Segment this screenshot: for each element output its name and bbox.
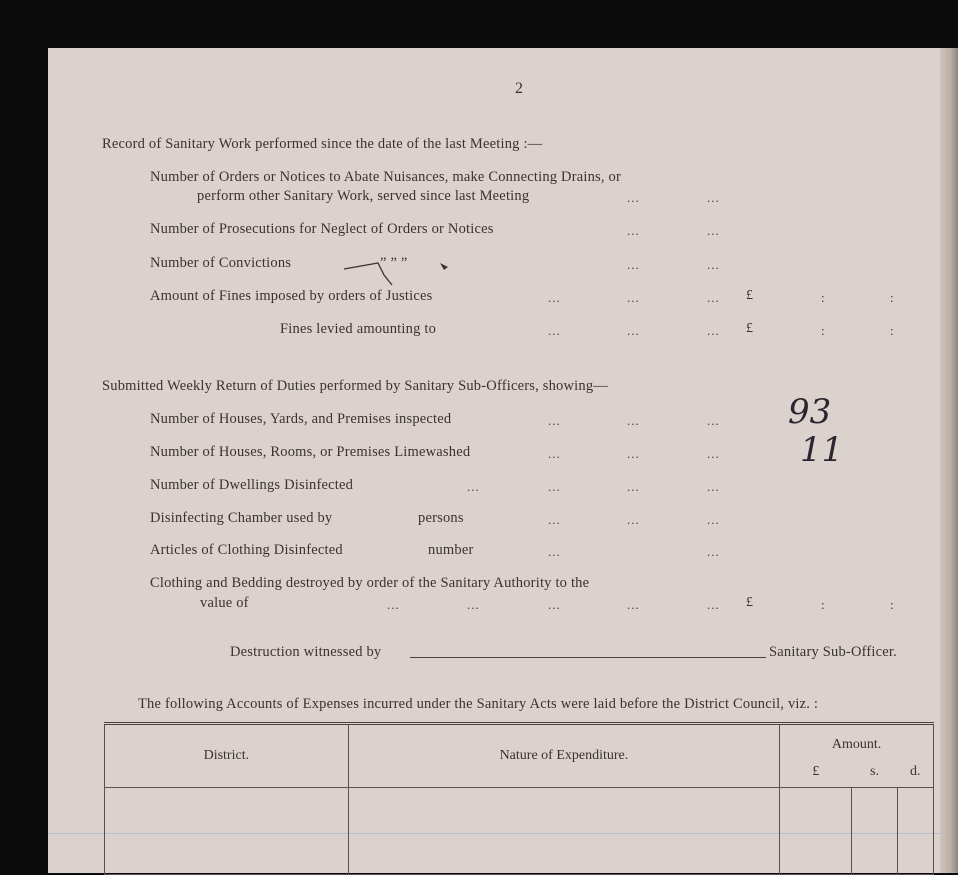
leader-dots: ...	[548, 323, 561, 338]
amount-header: Amount.	[780, 724, 934, 758]
leader-dots: ...	[467, 597, 480, 612]
fines-levied-label: Fines levied amounting to	[280, 321, 437, 337]
amount-separator: :	[821, 323, 825, 338]
clothing-unit: number	[428, 542, 474, 558]
page-number: 2	[515, 80, 524, 97]
accounts-heading: The following Accounts of Expenses incurred under the Sanitary Acts were laid before the District Council, viz. :	[138, 696, 819, 712]
clothing-disinfected-label: Articles of Clothing Disinfected	[150, 542, 343, 558]
orders-notices-line2: perform other Sanitary Work, served since last Meeting	[197, 188, 530, 204]
dwellings-disinfected-label: Number of Dwellings Disinfected	[150, 477, 354, 493]
shillings-cell	[852, 788, 898, 875]
leader-dots: ...	[548, 290, 561, 305]
leader-dots: ...	[707, 479, 720, 494]
houses-limewashed-label: Number of Houses, Rooms, or Premises Limewashed	[150, 444, 471, 460]
amount-separator: :	[821, 597, 825, 612]
leader-dots: ...	[627, 446, 640, 461]
leader-dots: ...	[548, 544, 561, 559]
shillings-header: s.	[852, 758, 898, 788]
leader-dots: ...	[467, 479, 480, 494]
pounds-header: £	[780, 758, 852, 788]
leader-dots: ...	[707, 290, 720, 305]
leader-dots: ...	[548, 479, 561, 494]
leader-dots: ...	[548, 446, 561, 461]
leader-dots: ...	[627, 223, 640, 238]
leader-dots: ...	[387, 597, 400, 612]
amount-separator: :	[890, 290, 894, 305]
leader-dots: ...	[707, 223, 720, 238]
amount-separator: :	[890, 323, 894, 338]
handwritten-inspected-value: 93	[788, 392, 832, 432]
prosecutions-label: Number of Prosecutions for Neglect of Orders or Notices	[150, 221, 494, 237]
leader-dots: ...	[627, 479, 640, 494]
amount-separator: :	[821, 290, 825, 305]
bedding-destroyed-line1: Clothing and Bedding destroyed by order of the Sanitary Authority to the	[150, 575, 590, 591]
weekly-heading: Submitted Weekly Return of Duties performed by Sanitary Sub-Officers, showing—	[102, 378, 609, 394]
table-row	[105, 788, 934, 875]
leader-dots: ...	[707, 190, 720, 205]
nature-cell	[348, 788, 779, 875]
leader-dots: ...	[707, 512, 720, 527]
leader-dots: ...	[707, 257, 720, 272]
destruction-suffix: Sanitary Sub-Officer.	[769, 644, 897, 660]
signature-line	[410, 657, 766, 658]
pound-sign: £	[746, 595, 753, 610]
amount-separator: :	[890, 597, 894, 612]
chamber-used-label: Disinfecting Chamber used by	[150, 510, 333, 526]
convictions-label: Number of Convictions	[150, 255, 292, 271]
leader-dots: ...	[627, 413, 640, 428]
leader-dots: ...	[707, 597, 720, 612]
handwritten-limewashed-value: 11	[800, 430, 844, 470]
pound-sign: £	[746, 321, 753, 336]
destruction-label: Destruction witnessed by	[230, 644, 382, 660]
pence-cell	[898, 788, 934, 875]
pounds-cell	[780, 788, 852, 875]
leader-dots: ...	[707, 544, 720, 559]
district-header: District.	[105, 724, 349, 788]
leader-dots: ...	[627, 512, 640, 527]
orders-notices-line1: Number of Orders or Notices to Abate Nuisances, make Connecting Drains, or	[150, 169, 622, 185]
leader-dots: ...	[548, 512, 561, 527]
bedding-destroyed-line2: value of	[200, 595, 249, 611]
pence-header: d.	[898, 758, 934, 788]
district-cell	[105, 788, 349, 875]
ditto-marks: ” ” ”	[380, 255, 408, 271]
record-heading: Record of Sanitary Work performed since the date of the last Meeting :—	[102, 136, 543, 152]
leader-dots: ...	[627, 323, 640, 338]
leader-dots: ...	[707, 323, 720, 338]
pound-sign: £	[746, 288, 753, 303]
expenses-table	[104, 722, 934, 875]
fines-imposed-label: Amount of Fines imposed by orders of Justices	[150, 288, 433, 304]
leader-dots: ...	[627, 597, 640, 612]
page-edge	[940, 48, 958, 873]
chamber-unit: persons	[418, 510, 464, 526]
leader-dots: ...	[627, 190, 640, 205]
leader-dots: ...	[707, 413, 720, 428]
nature-header: Nature of Expenditure.	[348, 724, 779, 788]
leader-dots: ...	[627, 257, 640, 272]
leader-dots: ...	[627, 290, 640, 305]
houses-inspected-label: Number of Houses, Yards, and Premises inspected	[150, 411, 452, 427]
leader-dots: ...	[707, 446, 720, 461]
leader-dots: ...	[548, 597, 561, 612]
leader-dots: ...	[548, 413, 561, 428]
